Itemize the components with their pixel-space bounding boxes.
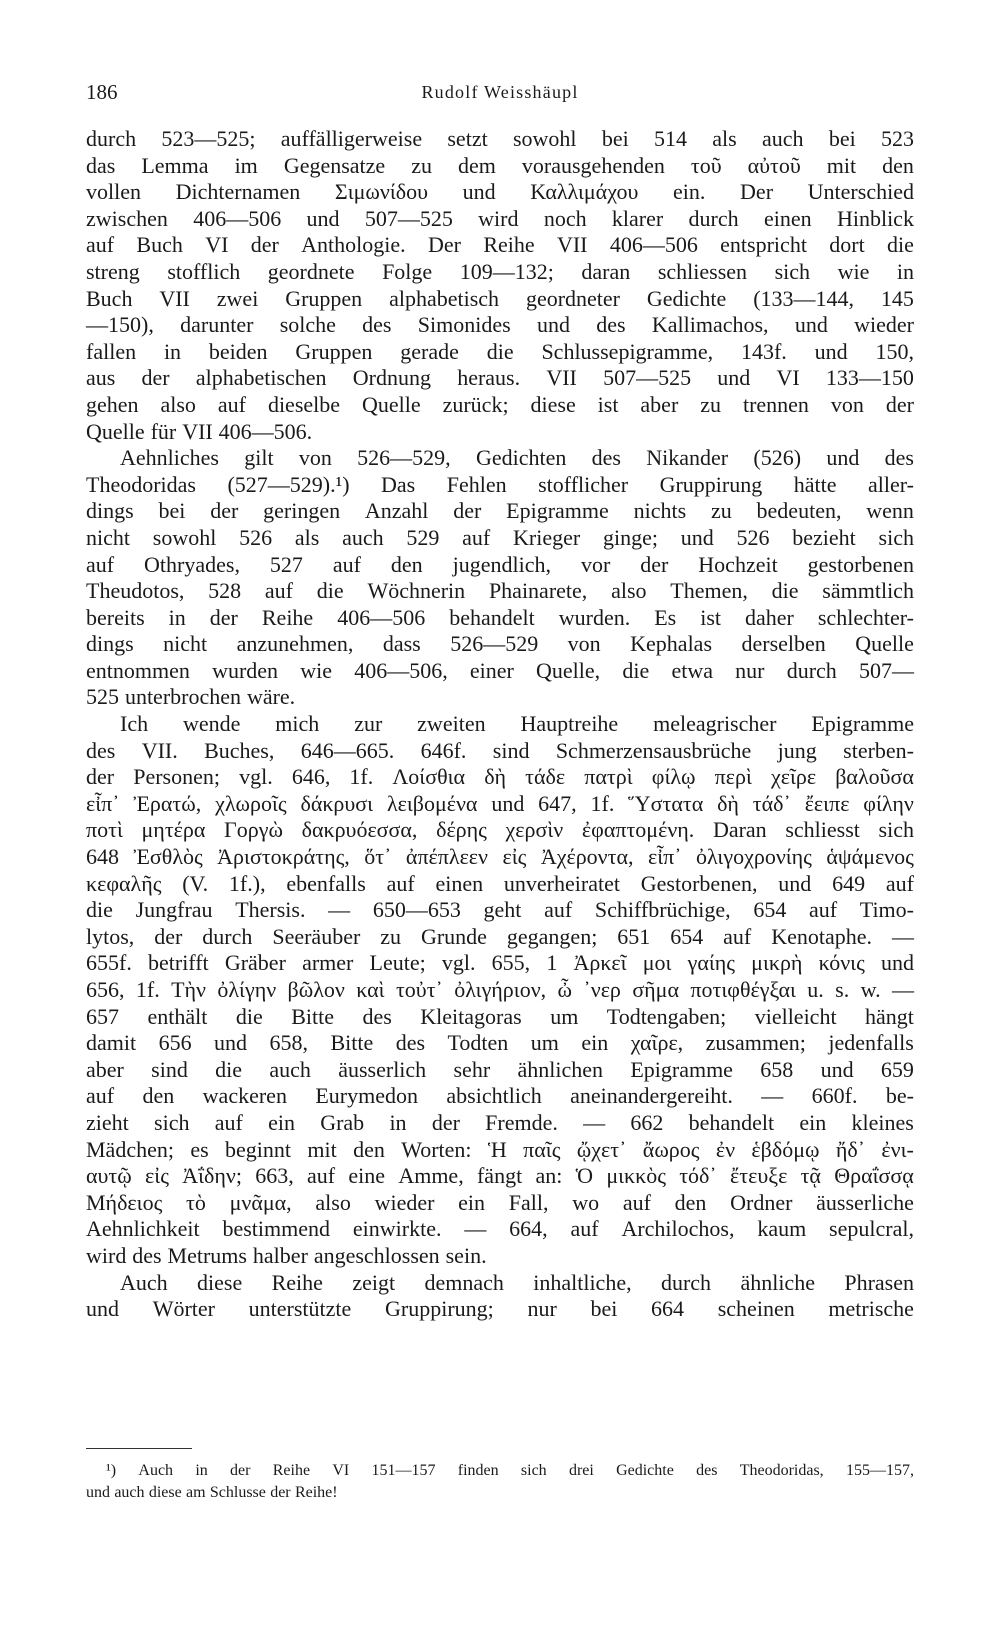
text-line: Aehnlichkeit bestimmend einwirkte. — 664, auf Archilochos, kaum sepulcral,	[86, 1216, 914, 1242]
body-text	[86, 126, 914, 1323]
text-line: lytos, der durch Seeräuber zu Grunde gegangen; 651 654 auf Kenotaphe. —	[86, 923, 914, 949]
text-line: dings bei der geringen Anzahl der Epigramme nichts zu bedeuten, wenn	[86, 498, 914, 524]
text-line: Auch diese Reihe zeigt demnach inhaltliche, durch ähnliche Phrasen	[120, 1269, 914, 1295]
text-line: Quelle für VII 406—506.	[86, 418, 313, 444]
text-line: vollen Dichternamen Σιμωνίδου und Καλλιμάχου ein. Der Unterschied	[86, 179, 914, 205]
text-line: zieht sich auf ein Grab in der Fremde. — 662 behandelt ein kleines	[86, 1109, 914, 1135]
text-line: des VII. Buches, 646—665. 646f. sind Schmerzensausbrüche jung sterben-	[86, 737, 914, 763]
text-line: εἶπ᾽ Ἐρατώ, χλωροῖς δάκρυσι λειβομένα und 647, 1f. Ὕστατα δὴ τάδ᾽ ἔειπε φίλην	[86, 790, 914, 816]
text-line: αυτῷ εἰς Ἀΐδην; 663, auf eine Amme, fängt an: Ὁ μικκὸς τόδ᾽ ἔτευξε τᾷ Θραΐσσᾳ	[86, 1163, 914, 1189]
page-header	[86, 80, 914, 108]
text-line: durch 523—525; auffälligerweise setzt sowohl bei 514 als auch bei 523	[86, 126, 914, 151]
text-line: entnommen wurden wie 406—506, einer Quelle, die etwa nur durch 507—	[86, 657, 914, 683]
text-line: Ich wende mich zur zweiten Hauptreihe meleagrischer Epigramme	[120, 711, 914, 737]
footnote-rule	[86, 1448, 192, 1449]
text-line: streng stofflich geordnete Folge 109—132; daran schliessen sich wie in	[86, 258, 914, 284]
text-line: Theudotos, 528 auf die Wöchnerin Phainarete, also Themen, die sämmtlich	[86, 578, 914, 604]
text-line: die Jungfrau Thersis. — 650—653 geht auf Schiffbrüchige, 654 auf Timo-	[86, 897, 914, 923]
text-line: ποτὶ μητέρα Γοργὼ δακρυόεσσα, δέρης χερσὶν ἐφαπτομένη. Daran schliesst sich	[86, 817, 914, 843]
text-line: Μήδειος τὸ μνᾶμα, also wieder ein Fall, wo auf den Ordner äusserliche	[86, 1189, 914, 1215]
text-line: wird des Metrums halber angeschlossen sein.	[86, 1242, 487, 1268]
text-line: der Personen; vgl. 646, 1f. Λοίσθια δὴ τάδε πατρὶ φίλῳ περὶ χεῖρε βαλοῦσα	[86, 764, 914, 790]
text-line: auf Othryades, 527 auf den jugendlich, vor der Hochzeit gestorbenen	[86, 551, 914, 577]
text-line: damit 656 und 658, Bitte des Todten um ein χαῖρε, zusammen; jedenfalls	[86, 1030, 914, 1056]
text-line: fallen in beiden Gruppen gerade die Schlussepigramme, 143f. und 150,	[86, 338, 914, 364]
footnote-line: ¹) Auch in der Reihe VI 151—157 finden sich drei Gedichte des Theodoridas, 155—157,	[106, 1462, 914, 1479]
text-line: Mädchen; es beginnt mit den Worten: Ἡ παῖς ᾤχετ᾽ ἄωρος ἐν ἑβδόμῳ ἤδ᾽ ἐνι-	[86, 1136, 914, 1162]
text-line: nicht sowohl 526 als auch 529 auf Krieger ginge; und 526 bezieht sich	[86, 524, 914, 550]
text-line: auf den wackeren Eurymedon absichtlich aneinandergereiht. — 660f. be-	[86, 1083, 914, 1109]
text-line: zwischen 406—506 und 507—525 wird noch klarer durch einen Hinblick	[86, 205, 914, 231]
text-line: auf Buch VI der Anthologie. Der Reihe VII 406—506 entspricht dort die	[86, 232, 914, 258]
text-line: aber sind die auch äusserlich sehr ähnlichen Epigramme 658 und 659	[86, 1056, 914, 1082]
text-line: Buch VII zwei Gruppen alphabetisch geordneter Gedichte (133—144, 145	[86, 285, 914, 311]
text-line: aus der alphabetischen Ordnung heraus. VII 507—525 und VI 133—150	[86, 365, 914, 391]
text-line: 656, 1f. Τὴν ὀλίγην βῶλον καὶ τοὐτ᾽ ὀλιγήριον, ὦ ᾽νερ σῆμα ποτιφθέγξαι u. s. w. —	[86, 977, 914, 1002]
text-line: bereits in der Reihe 406—506 behandelt wurden. Es ist daher schlechter-	[86, 604, 914, 630]
text-line: 657 enthält die Bitte des Kleitagoras um Todtengaben; vielleicht hängt	[86, 1003, 914, 1029]
text-line: gehen also auf dieselbe Quelle zurück; diese ist aber zu trennen von der	[86, 391, 914, 417]
text-line: 648 Ἐσθλὸς Ἀριστοκράτης, ὅτ᾽ ἀπέπλεεν εἰς Ἀχέροντα, εἶπ᾽ ὀλιγοχρονίης ἁψάμενος	[86, 844, 914, 870]
running-head: Rudolf Weisshäupl	[421, 82, 579, 102]
text-line: 525 unterbrochen wäre.	[86, 684, 296, 710]
page-number: 186	[86, 80, 118, 104]
text-line: Theodoridas (527—529).¹) Das Fehlen stofflicher Gruppirung hätte aller-	[86, 471, 914, 497]
text-line: Aehnliches gilt von 526—529, Gedichten des Nikander (526) und des	[120, 445, 914, 471]
text-line: das Lemma im Gegensatze zu dem vorausgehenden τοῦ αὐτοῦ mit den	[86, 152, 914, 178]
text-line: —150), darunter solche des Simonides und des Kallimachos, und wieder	[86, 312, 914, 338]
footnotes	[86, 1460, 914, 1504]
footnote-line: und auch diese am Schlusse der Reihe!	[86, 1484, 338, 1501]
text-line: dings nicht anzunehmen, dass 526—529 von Kephalas derselben Quelle	[86, 631, 914, 657]
text-line: 655f. betrifft Gräber armer Leute; vgl. 655, 1 Ἀρκεῖ μοι γαίης μικρὴ κόνις und	[86, 950, 914, 976]
text-line: κεφαλῆς (V. 1f.), ebenfalls auf einen unverheiratet Gestorbenen, und 649 auf	[86, 870, 914, 896]
text-line: und Wörter unterstützte Gruppirung; nur bei 664 scheinen metrische	[86, 1296, 914, 1322]
